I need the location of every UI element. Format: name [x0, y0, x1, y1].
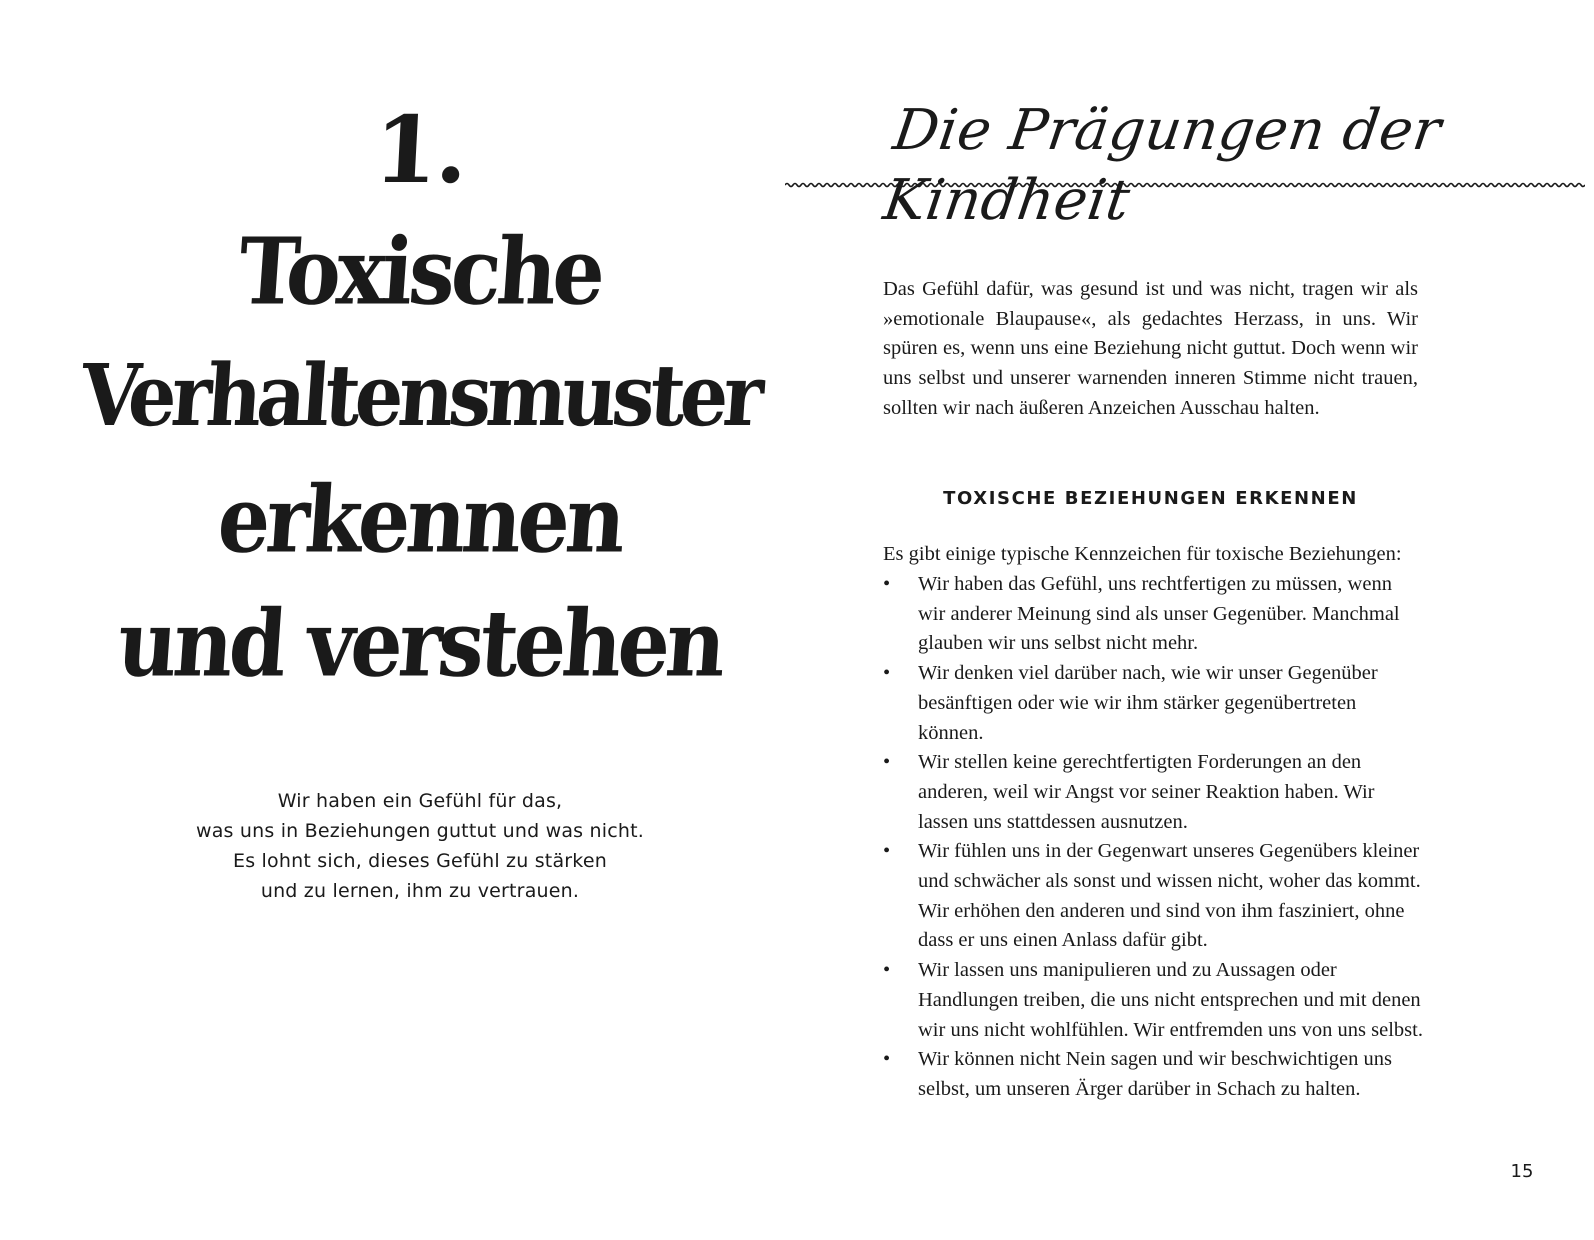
right-page — [797, 0, 1594, 1240]
section-heading: Die Prägungen der Kindheit — [879, 98, 1446, 233]
bullet-list — [883, 570, 1423, 1105]
list-item — [883, 956, 1423, 1045]
chapter-title-line: Verhaltensmuster — [77, 345, 763, 446]
bullet-icon: • — [883, 959, 891, 982]
list-item-text: Wir fühlen uns in der Gegenwart unseres Gegenübers kleiner und schwächer als sonst und wissen nicht, woher das kommt. Wir erhöhen den anderen und sind von ihm fasziniert, ohne dass er uns einen Anlass dafür gibt. — [918, 840, 1421, 952]
intro-line: was uns in Beziehungen guttut und was nicht. — [195, 820, 645, 842]
list-item — [883, 1045, 1423, 1104]
list-item-text: Wir können nicht Nein sagen und wir beschwichtigen uns selbst, um unseren Ärger darüber in Schach zu halten. — [918, 1048, 1392, 1100]
list-item — [883, 748, 1423, 837]
list-intro: Es gibt einige typische Kennzeichen für toxische Beziehungen: — [883, 543, 1402, 565]
chapter-title — [0, 210, 840, 706]
body-paragraph-text: Das Gefühl dafür, was gesund ist und was nicht, tragen wir als »emotionale Blaupause«, als gedachtes Herzass, in uns. Wir spüren es, wenn uns eine Beziehung nicht guttut. Doch wenn wir uns selbst und unserer warnenden inneren Stimme nicht trauen, sollten wir nach äußeren Anzeichen Ausschau halten. — [883, 278, 1418, 419]
body-paragraph — [883, 275, 1418, 424]
intro-line: Wir haben ein Gefühl für das, — [277, 790, 563, 812]
wavy-divider — [785, 178, 1585, 192]
list-item-text: Wir stellen keine gerechtfertigten Forderungen an den anderen, weil wir Angst vor seiner Reaktion haben. Wir lassen uns stattdessen ausnutzen. — [918, 751, 1375, 833]
page-number: 15 — [1510, 1161, 1534, 1182]
chapter-intro — [0, 786, 840, 906]
intro-line: und zu lernen, ihm zu vertrauen. — [260, 880, 580, 902]
chapter-title-line: und verstehen — [114, 590, 726, 698]
list-item-text: Wir lassen uns manipulieren und zu Aussagen oder Handlungen treiben, die uns nicht entsprechen und mit denen wir uns nicht wohlfühlen. Wir entfremden uns von uns selbst. — [918, 959, 1423, 1041]
list-item — [883, 837, 1423, 956]
bullet-icon: • — [883, 1048, 891, 1071]
list-item — [883, 570, 1423, 659]
intro-line: Es lohnt sich, dieses Gefühl zu stärken — [233, 850, 607, 872]
chapter-title-line: Toxische — [235, 218, 605, 326]
bullet-icon: • — [883, 662, 891, 685]
wavy-divider-line — [785, 184, 1585, 187]
subheading: TOXISCHE BEZIEHUNGEN ERKENNEN — [943, 488, 1358, 509]
chapter-number: 1. — [371, 96, 469, 204]
bullet-icon: • — [883, 751, 891, 774]
list-item — [883, 659, 1423, 748]
list-item-text: Wir denken viel darüber nach, wie wir unser Gegenüber besänftigen oder wie wir ihm stärker gegenübertreten können. — [918, 662, 1378, 744]
bullet-icon: • — [883, 573, 891, 595]
bullet-icon: • — [883, 840, 891, 863]
list-item-text: Wir haben das Gefühl, uns rechtfertigen zu müssen, wenn wir anderer Meinung sind als unser Gegenüber. Manchmal glauben wir uns selbst nicht mehr. — [918, 573, 1400, 655]
chapter-title-line: erkennen — [214, 466, 626, 574]
